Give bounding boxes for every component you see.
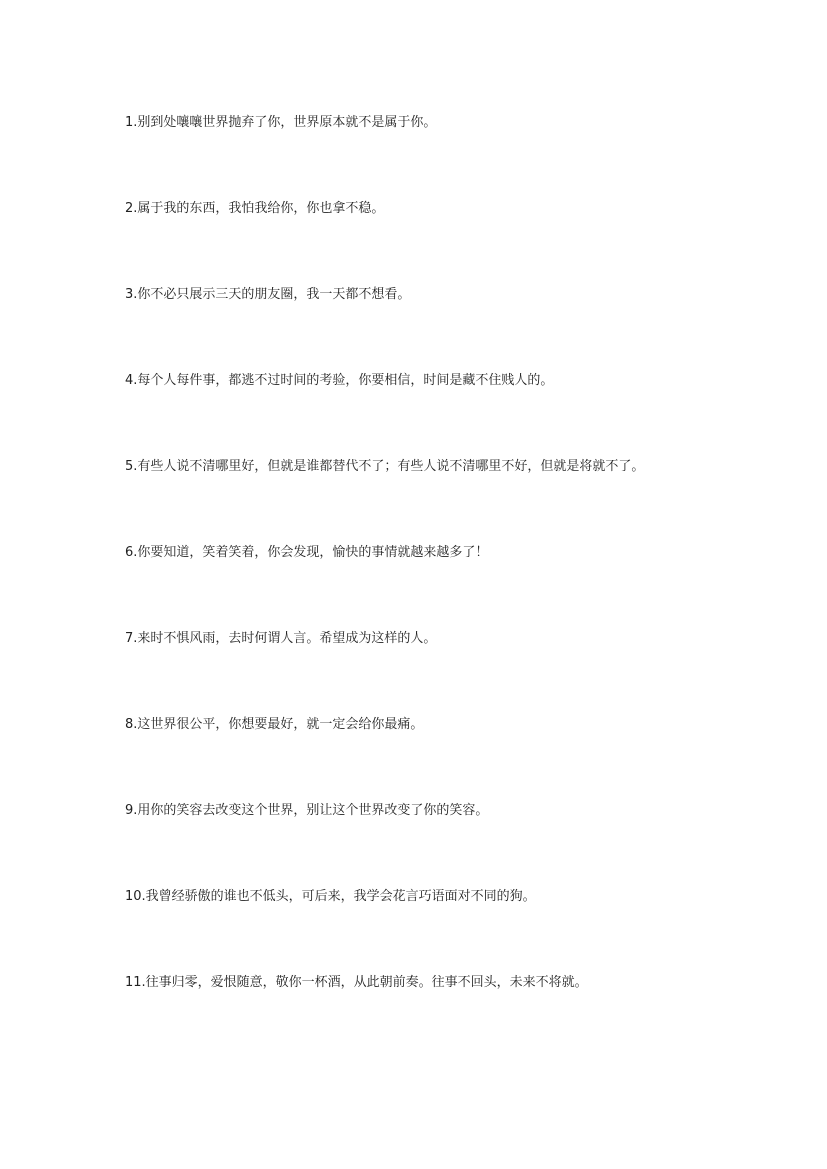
quote-line-3: 3.你不必只展示三天的朋友圈，我一天都不想看。 bbox=[125, 287, 411, 302]
quote-line-11: 11.往事归零，爱恨随意，敬你一杯酒，从此朝前奏。往事不回头，未来不将就。 bbox=[125, 975, 588, 990]
quote-list bbox=[125, 112, 805, 1058]
quote-line-10: 10.我曾经骄傲的谁也不低头，可后来，我学会花言巧语面对不同的狗。 bbox=[125, 889, 536, 904]
quote-line-7: 7.来时不惧风雨，去时何谓人言。希望成为这样的人。 bbox=[125, 631, 437, 646]
quote-line-1: 1.别到处嚷嚷世界抛弃了你，世界原本就不是属于你。 bbox=[125, 115, 437, 130]
quote-line-8: 8.这世界很公平，你想要最好，就一定会给你最痛。 bbox=[125, 717, 424, 732]
quote-line-6: 6.你要知道，笑着笑着，你会发现，愉快的事情就越来越多了！ bbox=[125, 545, 489, 560]
quote-line-9: 9.用你的笑容去改变这个世界，别让这个世界改变了你的笑容。 bbox=[125, 803, 489, 818]
quote-line-5: 5.有些人说不清哪里好，但就是谁都替代不了；有些人说不清哪里不好，但就是将就不了。 bbox=[125, 459, 645, 474]
quote-line-2: 2.属于我的东西，我怕我给你，你也拿不稳。 bbox=[125, 201, 385, 216]
quote-line-4: 4.每个人每件事，都逃不过时间的考验，你要相信，时间是藏不住贱人的。 bbox=[125, 373, 554, 388]
